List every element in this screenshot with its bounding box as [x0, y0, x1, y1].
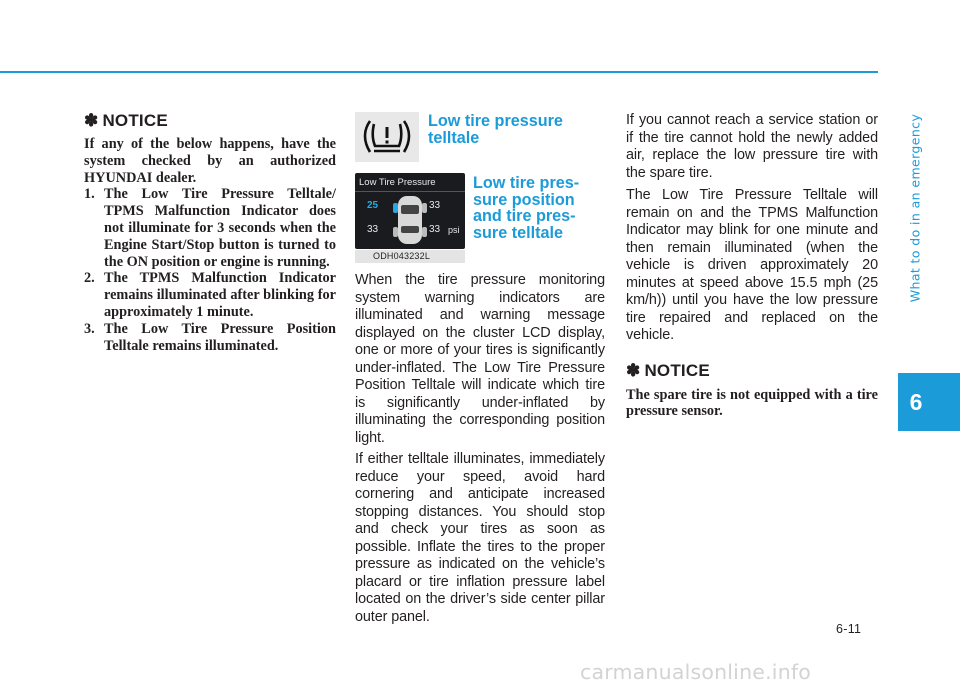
- list-number: 2.: [84, 270, 95, 287]
- watermark: carmanualsonline.info: [580, 660, 812, 684]
- chapter-tab: [898, 373, 960, 431]
- notice-text: The spare tire is not equipped with a tire pressure sensor.: [626, 386, 878, 420]
- heading-line: sure position: [473, 190, 575, 209]
- notice-list: [84, 186, 336, 354]
- pressure-unit: psi: [448, 225, 460, 235]
- car-top-icon: [391, 193, 429, 247]
- heading-line: telltale: [428, 128, 480, 147]
- list-text: The Low Tire Pressure Position Telltale remains illuminated.: [104, 320, 336, 354]
- chapter-side-title: [898, 0, 932, 380]
- chapter-number: 6: [909, 388, 923, 415]
- tpms-warning-icon: [355, 112, 419, 162]
- paragraph: If either telltale illuminates, immediately reduce your speed, avoid hard cornering and anticipate increased stopping distances. You should stop and check your tires as soon as possible. Inflate the tires to the proper pressure as indicated on the vehicle’s placard or tire inflation pressure label located on the driver’s side center pillar outer panel.: [355, 451, 605, 625]
- heading-line: and tire pres-: [473, 207, 576, 225]
- heading-line: Low tire pressure: [428, 112, 563, 130]
- cluster-title: Low Tire Pressure: [359, 177, 436, 188]
- chapter-title-text: What to do in an emergency: [907, 113, 923, 303]
- paragraph: The Low Tire Pressure Telltale will remain on and the TPMS Malfunction Indicator may blink for one minute and then remain illuminated (when the vehicle is driven approximately 20 minutes at speed above 15.5 mph (25 km/h)) until you have the low pressure tire repaired and replaced on the vehicle.: [626, 187, 878, 343]
- notice-heading: [84, 111, 168, 131]
- notice-list-item: [84, 321, 336, 355]
- cluster-divider: [355, 191, 465, 192]
- notice-body: [84, 136, 336, 354]
- notice-star-icon: ✽: [84, 111, 99, 130]
- column-right: [626, 112, 878, 420]
- notice-heading: [626, 361, 878, 381]
- notice-title: NOTICE: [644, 360, 710, 380]
- paragraph: When the tire pressure monitoring system warning indicators are illuminated and warning message displayed on the cluster LCD display, one or more of your tires is significantly under-inflated. The Low Tire Pressure Position Telltale will indicate which tire is significantly under-inflated by illuminating the corresponding position light.: [355, 272, 605, 446]
- heading-line: Low tire pres-: [473, 174, 580, 192]
- column-middle-text: [355, 272, 605, 626]
- top-rule: [0, 71, 878, 73]
- notice-intro: If any of the below happens, have the system checked by an authorized HYUNDAI dealer.: [84, 136, 336, 186]
- notice-title: NOTICE: [102, 111, 168, 130]
- tire-rear-right: 33: [429, 224, 441, 235]
- tire-rear-left: 33: [367, 224, 379, 235]
- paragraph: If you cannot reach a service station or if the tire cannot hold the newly added air, replace the low pressure tire with the spare tire.: [626, 112, 878, 181]
- tire-front-right: 33: [429, 200, 441, 211]
- notice-star-icon: ✽: [626, 360, 641, 380]
- notice-list-item: [84, 186, 336, 270]
- page-number: 6-11: [836, 622, 862, 636]
- list-number: 3.: [84, 320, 95, 337]
- list-text: The Low Tire Pressure Telltale/ TPMS Malfunction Indicator does not illuminate for 3 seconds when the Engine Start/Stop button is turned to the ON position or engine is running.: [104, 186, 336, 270]
- list-text: The TPMS Malfunction Indicator remains illuminated after blinking for approximately 1 minute.: [104, 270, 336, 320]
- section-heading-position: [473, 175, 608, 241]
- heading-line: sure telltale: [473, 223, 563, 242]
- list-number: 1.: [84, 186, 95, 203]
- notice-list-item: [84, 270, 336, 320]
- tire-front-left: 25: [367, 200, 379, 211]
- cluster-display-image: [355, 173, 465, 249]
- image-caption: ODH043232L: [355, 250, 465, 263]
- section-heading-telltale: [428, 113, 608, 146]
